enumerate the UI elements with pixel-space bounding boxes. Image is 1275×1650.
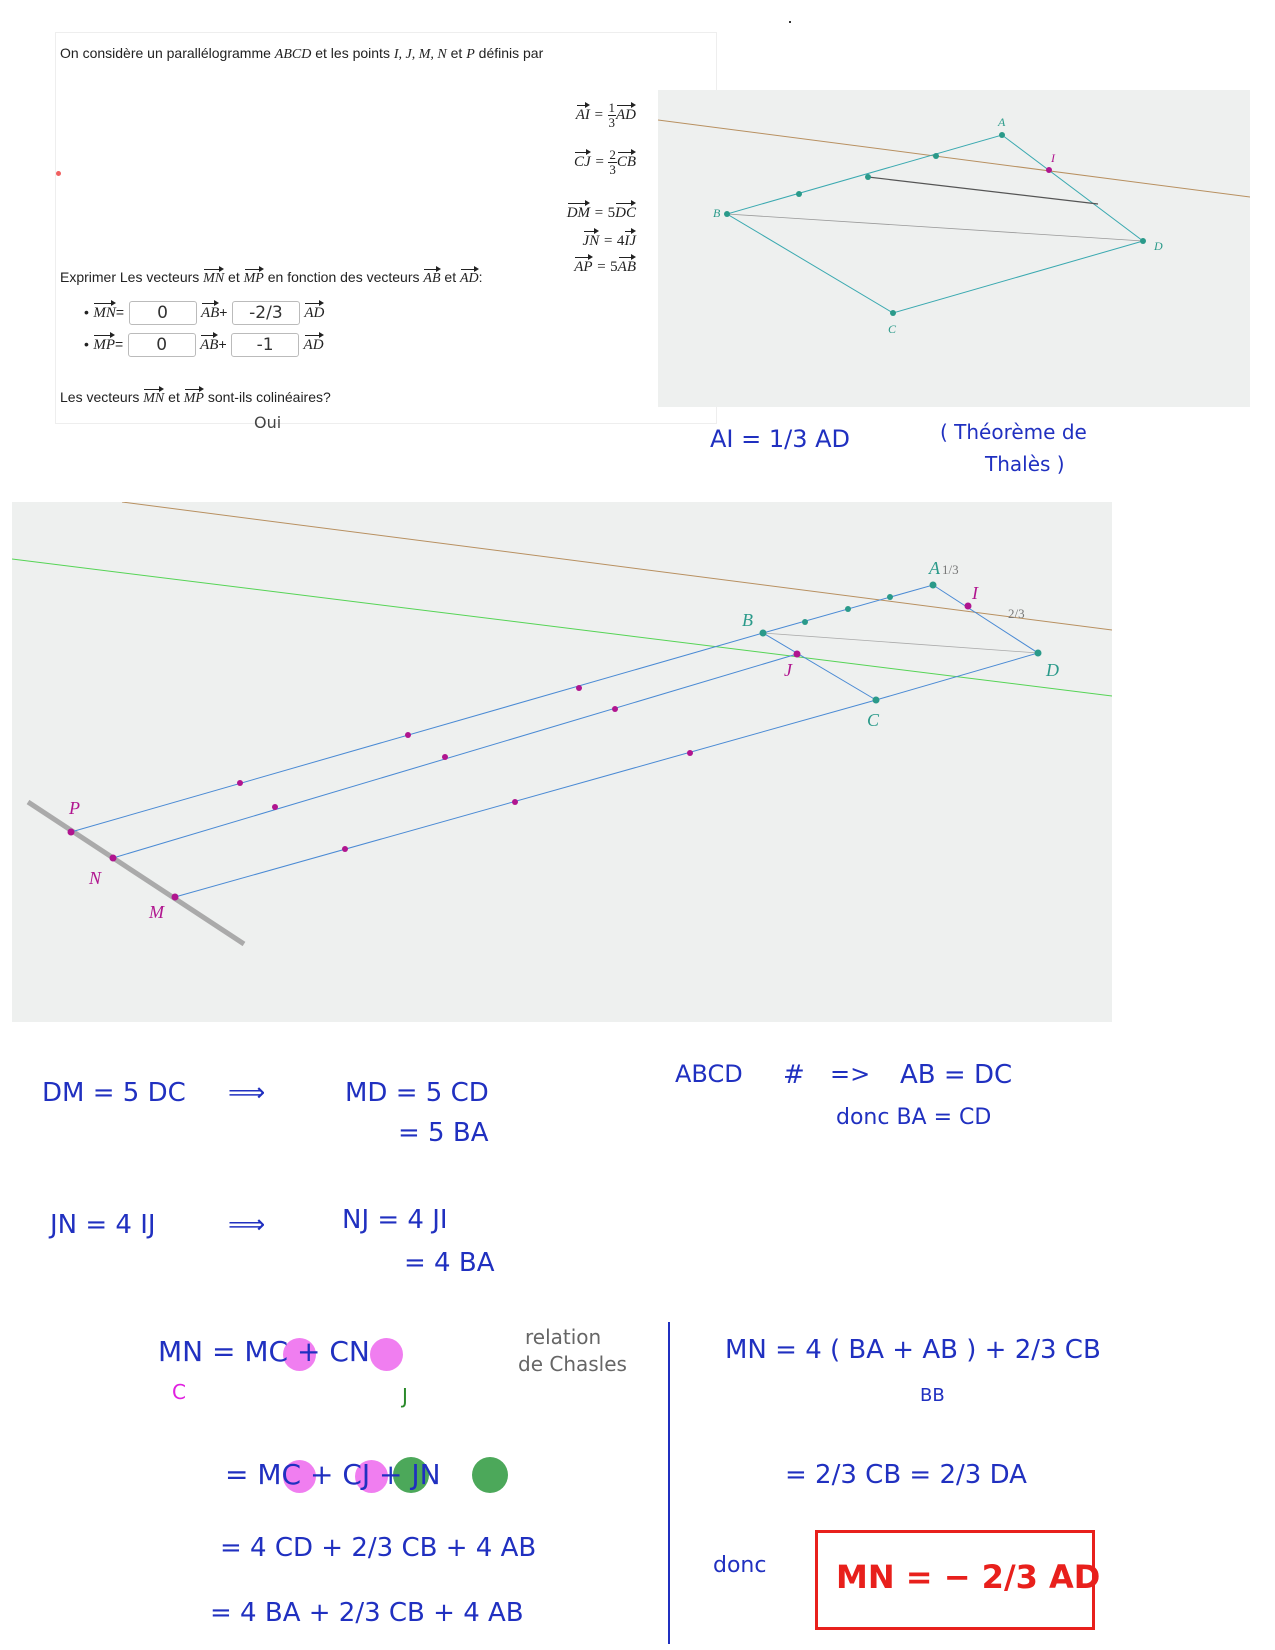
line-nj xyxy=(113,654,797,858)
note-thales: ( Théorème de xyxy=(940,420,1087,444)
exercise-panel xyxy=(55,32,717,424)
point-i xyxy=(1046,167,1052,173)
label-c: C xyxy=(888,322,897,336)
hw-md-2: = 5 BA xyxy=(398,1118,489,1148)
ab-label: AB xyxy=(200,305,220,322)
figure2-teal-points xyxy=(760,582,1042,704)
point-ab3 xyxy=(933,153,939,159)
hw-nj-2: = 4 BA xyxy=(404,1248,495,1278)
point-d xyxy=(1140,238,1146,244)
intro-text-end: définis par xyxy=(474,45,544,61)
geometry-figure-small xyxy=(658,90,1250,407)
hw-relation: relation xyxy=(525,1325,602,1349)
intro-text-mid: et les points xyxy=(311,45,394,61)
green-line xyxy=(12,559,1112,696)
result-text: MN = − 2/3 AD xyxy=(836,1558,1101,1596)
divider-line xyxy=(668,1322,670,1644)
label-c: C xyxy=(867,710,880,730)
label-b: B xyxy=(742,610,753,630)
line-pnm xyxy=(28,802,244,944)
hw-right-1: MN = 4 ( BA + AB ) + 2/3 CB xyxy=(725,1335,1101,1365)
hw-donc: donc xyxy=(713,1553,767,1578)
dot-mark xyxy=(789,21,791,23)
mp-ad-coefficient-input[interactable]: -1 xyxy=(231,333,299,357)
figure2-magenta-points xyxy=(68,603,972,901)
hw-nj: NJ = 4 JI xyxy=(342,1205,448,1235)
point-ab1 xyxy=(796,191,802,197)
parallelogram-abcd xyxy=(727,135,1143,313)
ad-label: AD xyxy=(304,305,325,322)
intro-text: On considère un parallélogramme xyxy=(60,45,275,61)
intro-et: et xyxy=(446,45,467,61)
highlight-j-2 xyxy=(472,1457,508,1493)
note-thales-2: Thalès ) xyxy=(985,452,1065,476)
diagonal-bd xyxy=(763,633,1038,653)
handwritten-oui: Oui xyxy=(254,413,282,432)
intro-abcd: ABCD xyxy=(274,47,312,62)
line-pb xyxy=(71,633,763,832)
label-n: N xyxy=(89,868,102,888)
hw-arrow-2: ⟹ xyxy=(228,1210,266,1240)
hw-donc-ba-cd: donc BA = CD xyxy=(836,1105,992,1130)
hw-jn: JN = 4 IJ xyxy=(50,1210,156,1240)
definition-cj: CJ = $\frac{2}{3}$ CB xyxy=(574,147,636,177)
label-j: J xyxy=(784,660,792,680)
annot-one-third: 1/3 xyxy=(942,562,959,577)
brown-line xyxy=(122,502,1112,630)
hw-right-2: = 2/3 CB = 2/3 DA xyxy=(785,1460,1027,1490)
hw-abcd: ABCD xyxy=(675,1060,743,1088)
answer-mn-label: MN xyxy=(93,305,116,322)
brown-line xyxy=(658,120,1250,197)
hw-ab-dc: AB = DC xyxy=(900,1060,1013,1090)
hw-arrow-1: ⟹ xyxy=(228,1078,266,1108)
exercise-intro xyxy=(60,45,543,63)
label-p: P xyxy=(69,798,80,818)
hw-dm: DM = 5 DC xyxy=(42,1078,186,1108)
label-a: A xyxy=(998,115,1006,129)
label-d: D xyxy=(1154,239,1163,253)
hw-implies: => xyxy=(830,1060,871,1088)
hw-step4: = 4 BA + 2/3 CB + 4 AB xyxy=(210,1598,524,1628)
label-a: A xyxy=(929,558,940,578)
label-i: I xyxy=(1051,151,1055,165)
hw-mn-chasles: MN = MC + CN xyxy=(158,1335,370,1368)
label-d: D xyxy=(1046,660,1059,680)
mn-ab-coefficient-input[interactable]: 0 xyxy=(129,301,197,325)
definition-ap: AP = 5AB xyxy=(574,259,636,275)
express-instruction: Exprimer Les vecteurs MN et MP en fonction des vecteurs AB et AD: xyxy=(60,269,483,286)
hw-parallel-symbol: # xyxy=(783,1060,805,1090)
line-mc xyxy=(175,700,876,897)
label-i: I xyxy=(972,583,978,603)
answer-row-mn: • MN= 0 AB+ -2/3 AD xyxy=(84,303,325,323)
result-box xyxy=(815,1530,1101,1630)
mn-ad-coefficient-input[interactable]: -2/3 xyxy=(232,301,300,325)
ad-label: AD xyxy=(303,337,324,354)
figure1-points xyxy=(724,132,1146,316)
definition-dm: DM = 5DC xyxy=(566,205,636,221)
point-b xyxy=(724,211,730,217)
figure-small-svg xyxy=(658,90,1250,407)
ab-label: AB xyxy=(200,337,219,354)
point-c xyxy=(890,310,896,316)
hw-de-chasles: de Chasles xyxy=(518,1352,627,1376)
label-b: B xyxy=(713,206,721,220)
geometry-figure-large xyxy=(12,502,1112,1022)
collinear-question: Les vecteurs MN et MP sont-ils colinéaires? xyxy=(60,389,331,406)
figure-large-svg xyxy=(12,502,1112,1022)
definition-jn: JN = 4IJ xyxy=(582,233,636,249)
definition-ai: AI = $\frac{1}{3}$ AD xyxy=(575,100,636,130)
hw-sub-c: C xyxy=(172,1380,186,1404)
red-dot xyxy=(56,171,61,176)
intro-points: I, J, M, N xyxy=(393,47,447,62)
point-ab2 xyxy=(865,174,871,180)
annot-two-thirds: 2/3 xyxy=(1008,606,1025,621)
hw-sub-j: J xyxy=(402,1384,408,1408)
label-m: M xyxy=(149,902,164,922)
diagonal-bd xyxy=(727,214,1143,241)
hw-step2: = MC + CJ + JN xyxy=(225,1458,441,1491)
answer-row-mp: • MP= 0 AB+ -1 AD xyxy=(84,335,324,355)
answer-mp-label: MP xyxy=(93,337,116,354)
highlight-c-2 xyxy=(370,1338,403,1371)
intro-p: P xyxy=(466,47,475,62)
mp-ab-coefficient-input[interactable]: 0 xyxy=(128,333,196,357)
hw-step3: = 4 CD + 2/3 CB + 4 AB xyxy=(220,1533,537,1563)
hw-right-1-under: BB xyxy=(920,1385,945,1406)
hw-md: MD = 5 CD xyxy=(345,1078,489,1108)
point-a xyxy=(999,132,1005,138)
note-ai: AI = 1/3 AD xyxy=(710,425,851,453)
